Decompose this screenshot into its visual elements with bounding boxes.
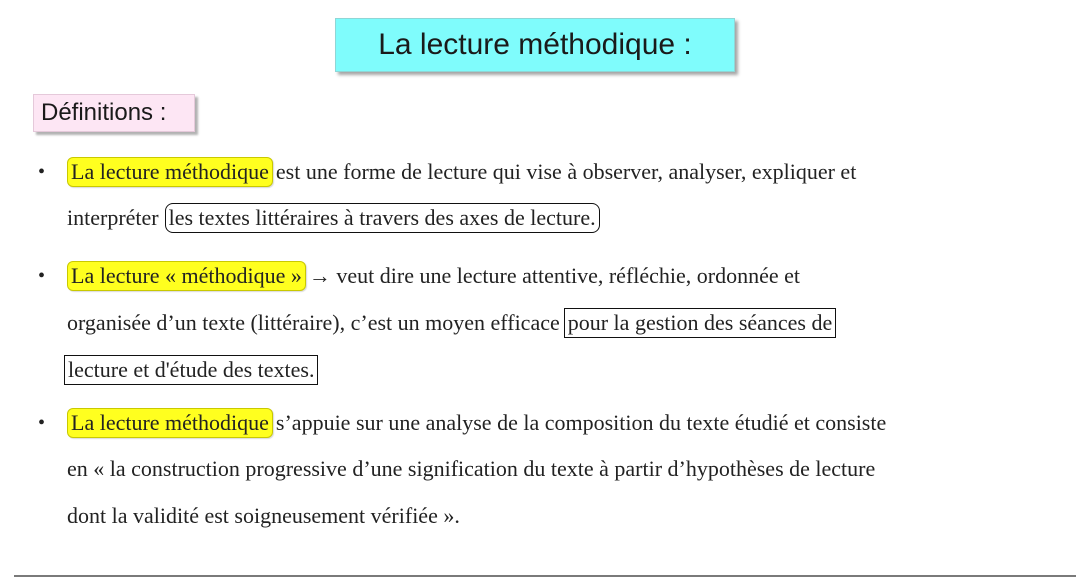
boxed-phrase: lecture et d'étude des textes. <box>64 355 318 385</box>
footer-divider <box>14 575 1076 577</box>
bullet-3-line-1 <box>67 405 886 441</box>
bullet-text: organisée d’un texte (littéraire), c’est un moyen efficace <box>67 310 560 335</box>
bullet-text: est une forme de lecture qui vise à observer, analyser, expliquer et <box>275 159 857 184</box>
bullet-icon: • <box>38 161 46 183</box>
bullet-text: en « la construction progressive d’une signification du texte à partir d’hypothèses de lecture <box>67 456 876 481</box>
bullet-text: dont la validité est soigneusement vérifiée ». <box>67 503 460 528</box>
highlight-term: La lecture « méthodique » <box>67 261 306 291</box>
slide-title: La lecture méthodique : <box>335 18 735 72</box>
bullet-text: → veut dire une lecture attentive, réfléchie, ordonnée et <box>308 263 801 288</box>
highlight-term: La lecture méthodique <box>67 408 273 438</box>
bullet-text: interpréter <box>67 205 159 230</box>
boxed-phrase: les textes littéraires à travers des axes de lecture. <box>165 203 600 233</box>
bullet-2-line-2 <box>67 305 836 341</box>
bullet-3-line-2 <box>67 451 875 487</box>
bullet-1-line-2 <box>67 200 600 236</box>
bullet-icon: • <box>38 412 46 434</box>
bullet-text: s’appuie sur une analyse de la composition du texte étudié et consiste <box>275 410 887 435</box>
bullet-3-line-3 <box>67 498 460 534</box>
boxed-phrase: pour la gestion des séances de <box>564 308 837 338</box>
bullet-2-line-1 <box>67 258 800 294</box>
bullet-icon: • <box>38 265 46 287</box>
bullet-2-line-3 <box>64 352 318 388</box>
section-label-definitions: Définitions : <box>33 94 195 132</box>
bullet-1-line-1 <box>67 154 856 190</box>
highlight-term: La lecture méthodique <box>67 157 273 187</box>
